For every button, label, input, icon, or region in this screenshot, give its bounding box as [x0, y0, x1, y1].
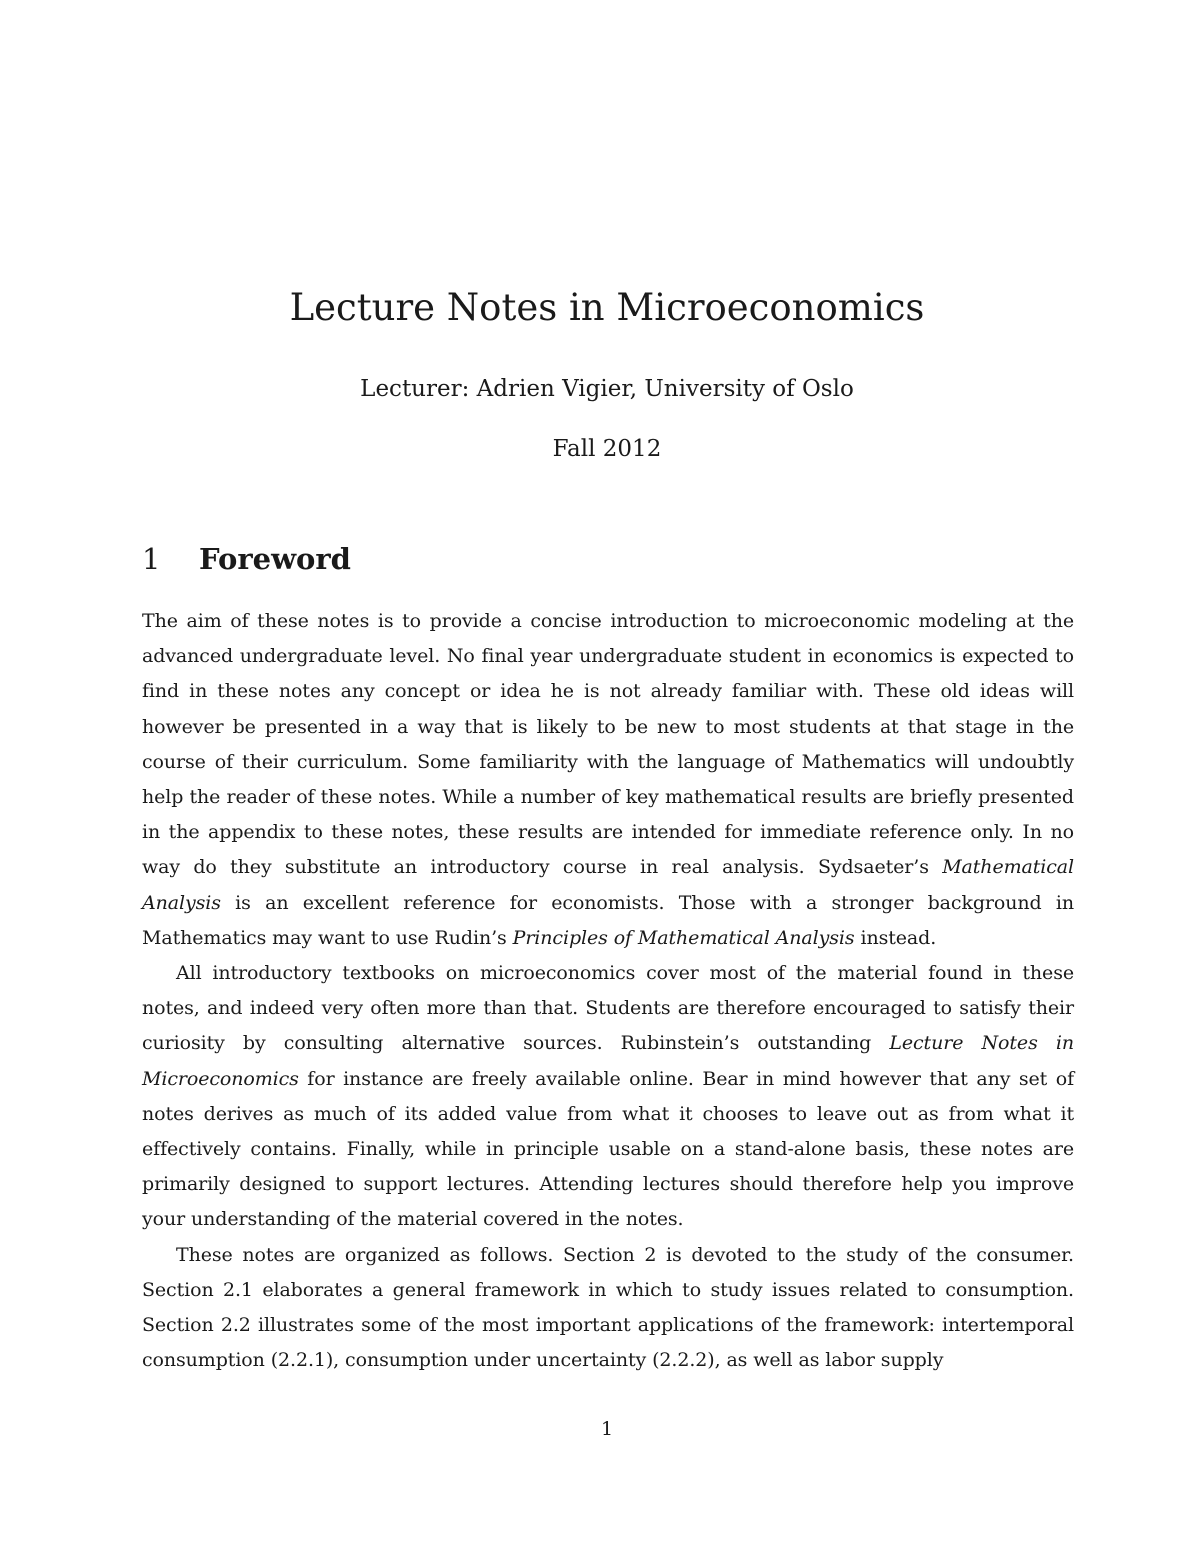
paragraph-1-text-3: instead.: [854, 926, 937, 949]
paragraph-2-text-1: All introductory textbooks on microeconomics cover most of the material found in these notes, and indeed very often more than that. Students are therefore encouraged to satisfy their curiosity by consulting alternative sources. Rubinstein’s outstanding: [142, 962, 1074, 1055]
section-body: [142, 604, 1074, 1378]
paragraph-1-text-1: The aim of these notes is to provide a concise introduction to microeconomic modeling at the advanced undergraduate level. No final year undergraduate student in economics is expected to find in these notes any concept or idea he is not already familiar with. These old ideas will however be presented in a way that is likely to be new to most students at that stage in the course of their curriculum. Some familiarity with the language of Mathematics will undoubtly help the reader of these notes. While a number of key mathematical results are briefly presented in the appendix to these notes, these results are intended for immediate reference only. In no way do they substitute an introductory course in real analysis. Sydsaeter’s: [142, 610, 1074, 879]
document-title: Lecture Notes in Microeconomics: [289, 286, 925, 329]
document-author: Lecturer: Adrien Vigier, University of Oslo: [360, 376, 854, 402]
paragraph-2-text-2: for instance are freely available online. Bear in mind however that any set of notes derives as much of its added value from what it chooses to leave out as from what it effectively contains. Finally, while in principle usable on a stand-alone basis, these notes are primarily designed to support lectures. Attending lectures should therefore help you improve your understanding of the material covered in the notes.: [142, 1067, 1074, 1231]
document-date: Fall 2012: [552, 436, 662, 462]
book-reference-mathematical-analysis: Mathematical Analysis: [142, 856, 1074, 914]
paragraph-1-text-2: is an excellent reference for economists. Those with a stronger background in Mathematics may want to use Rudin’s: [142, 891, 1074, 949]
section-title: Foreword: [199, 542, 351, 576]
paragraph-3: These notes are organized as follows. Section 2 is devoted to the study of the consumer. Section 2.1 elaborates a general framework in which to study issues related to consumption. Section 2.2 illustrates some of the most important applications of the framework: intertemporal consumption (2.2.1), consumption under uncertainty (2.2.2), as well as labor supply: [142, 1243, 1074, 1372]
paragraph-2: [142, 956, 1074, 1238]
page-number: 1: [600, 1418, 614, 1440]
paragraph-1: [142, 604, 1074, 956]
book-reference-lecture-notes: Lecture Notes in Microeconomics: [142, 1032, 1074, 1090]
book-reference-principles: Principles of Mathematical Analysis: [512, 926, 855, 949]
section-heading: [142, 538, 351, 580]
section-number: 1: [142, 542, 161, 576]
